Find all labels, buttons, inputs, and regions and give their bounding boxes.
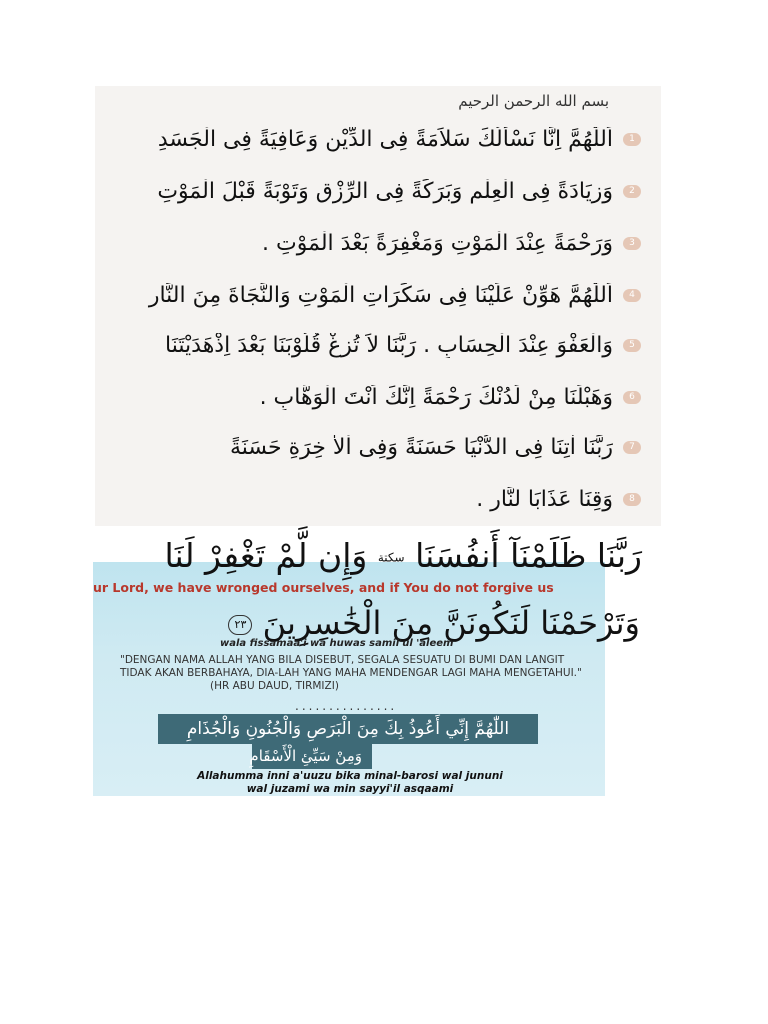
quote (120, 654, 590, 693)
verse-number: ٢٣ (228, 615, 252, 635)
doa-line (101, 122, 641, 156)
verse-translation: ur Lord, we have wronged ourselves, and if You do not forgive us (93, 580, 554, 595)
doa-line-text: اَللّٰهُمَّ هَوِّنْ عَلَيْنَا فِى سَكَرَاتِ الْمَوْتِ وَالنَّجَاةَ مِنَ النَّارِ (148, 282, 613, 308)
line-number-badge: 8 (623, 493, 641, 506)
doa-line-text: اَللّٰهُمَّ اِنَّا نَسْأَلُكَ سَلاَمَةً فِى الدِّيْنِ وَعَافِيَةً فِى الْجَسَدِ (157, 126, 613, 152)
doa-line-text: وَرَحْمَةً عِنْدَ الْمَوْتِ وَمَغْفِرَةً بَعْدَ الْمَوْتِ . (262, 230, 613, 256)
line-number-badge: 6 (623, 391, 641, 404)
doa-line (101, 430, 641, 464)
verse-line-1-end: وَإِن لَّمْ تَغْفِرْ لَنَا (164, 536, 368, 575)
doa-line (101, 278, 641, 312)
doa-line (101, 482, 641, 516)
doa-line-text: رَبَّنَا اٰتِنَا فِى الدُّنْيَا حَسَنَةً وَفِى اْلاٰ خِرَةِ حَسَنَةً (229, 434, 613, 460)
doa-line (101, 226, 641, 260)
line-number-badge: 5 (623, 339, 641, 352)
transliteration-line-1: Allahumma inni a'uuzu bika minal-barosi wal jununi (197, 770, 503, 782)
transliteration (160, 770, 540, 796)
transliteration-line-2: wal juzami wa min sayyi'il asqaami (246, 783, 454, 795)
doa-box-line-2: وَمِنْ سَيِّئِ الْأَسْقَامِ (252, 743, 372, 769)
transliteration-top: wala fissamaa'i wa huwas samii'ul 'aleem (220, 638, 454, 649)
doa-line-text: وَزِيَادَةً فِى الْعِلْمِ وَبَرَكَةً فِى الرِّزْقِ وَتَوْبَةً قَبْلَ الْمَوْتِ (157, 178, 613, 204)
line-number-badge: 2 (623, 185, 641, 198)
doa-line (101, 328, 641, 362)
doa-line-text: وَقِنَا عَذَابَا لنَّارِ . (476, 486, 613, 512)
verse-line-1 (116, 532, 642, 580)
quote-source: (HR ABU DAUD, TIRMIZI) (210, 680, 339, 692)
doa-box-line-1: اللّٰهُمَّ إِنِّي أَعُوذُ بِكَ مِنَ الْبَرَصِ وَالْجُنُونِ وَالْجُذَامِ (158, 714, 538, 744)
line-number-badge: 3 (623, 237, 641, 250)
dots-divider: ............... (295, 699, 398, 713)
basmala: بسم الله الرحمن الرحيم (458, 92, 609, 110)
line-number-badge: 4 (623, 289, 641, 302)
doa-line-text: وَهَبْلَنَا مِنْ لَدُنْكَ رَحْمَةً اِنَّكَ اَنْتَ الْوَهَّابِ . (259, 384, 613, 410)
line-number-badge: 1 (623, 133, 641, 146)
line-number-badge: 7 (623, 441, 641, 454)
doa-card (95, 86, 661, 526)
doa-line (101, 174, 641, 208)
verse-line-2-text: وَتَرْحَمْنَا لَنَكُونَنَّ مِنَ الْخَٰسِرِينَ (262, 604, 640, 642)
sakta-mark: سكتة (377, 550, 405, 565)
doa-line (101, 380, 641, 414)
verse-line-1-start: رَبَّنَا ظَلَمْنَآ أَنفُسَنَا (415, 536, 642, 575)
quote-text: "DENGAN NAMA ALLAH YANG BILA DISEBUT, SEGALA SESUATU DI BUMI DAN LANGIT TIDAK AKAN BERBAHAYA, DIA-LAH YANG MAHA MENDENGAR LAGI MAHA MENGETAHUI." (120, 654, 582, 679)
doa-line-text: وَالْعَفْوَ عِنْدَ الْحِسَابِ . رَبَّنَا لاَ تُزِغْ قُلُوْبَنَا بَعْدَ اِذْهَدَيْتَنَا (165, 332, 613, 358)
